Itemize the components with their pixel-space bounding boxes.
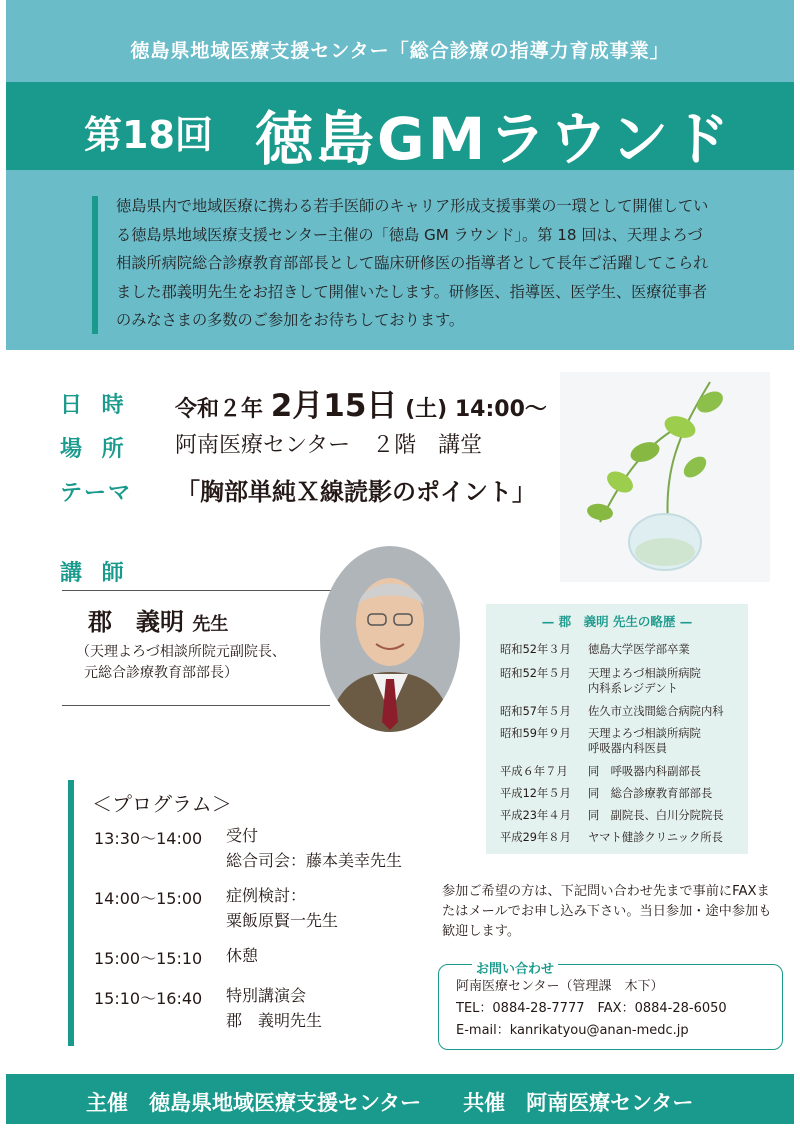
career-year: 平成23年４月 bbox=[500, 809, 571, 822]
divider bbox=[62, 705, 330, 706]
career-desc: ヤマト健診クリニック所長 bbox=[588, 831, 723, 844]
career-desc: 佐久市立浅間総合病院内科 bbox=[588, 705, 724, 718]
program-desc: 症例検討： 粟飯原賢一先生 bbox=[226, 886, 339, 930]
divider bbox=[62, 590, 347, 591]
title-round: 第18回 bbox=[84, 113, 213, 157]
career-desc: 同 総合診療教育部部長 bbox=[588, 787, 713, 800]
date-label: 日 時 bbox=[60, 393, 130, 418]
lecturer-label: 講 師 bbox=[60, 561, 130, 586]
event-place: 阿南医療センター ２階 講堂 bbox=[175, 433, 483, 458]
program-heading: ＜プログラム＞ bbox=[92, 792, 232, 816]
career-year: 昭和52年３月 bbox=[500, 643, 571, 656]
date-year: 令和２年 bbox=[175, 397, 264, 422]
lecturer-honorific: 先生 bbox=[192, 614, 229, 635]
program-desc: 受付 総合司会：藤本美幸先生 bbox=[226, 826, 403, 870]
program-time: 15:10～16:40 bbox=[94, 989, 203, 1008]
program-desc: 休憩 bbox=[226, 946, 259, 965]
event-theme: 「胸部単純Ｘ線読影のポイント」 bbox=[176, 478, 536, 506]
career-year: 昭和52年５月 bbox=[500, 667, 571, 680]
career-year: 平成６年７月 bbox=[500, 765, 568, 778]
career-box bbox=[486, 604, 748, 854]
date-time: (土) 14:00～ bbox=[405, 397, 547, 422]
affiliation-line: （天理よろづ相談所院元副院長、 bbox=[76, 644, 286, 660]
career-desc: 同 副院長、白川分院院長 bbox=[588, 809, 724, 822]
lecturer-name bbox=[88, 602, 228, 637]
career-year: 昭和59年９月 bbox=[500, 727, 571, 740]
program-time: 14:00～15:00 bbox=[94, 889, 203, 908]
lecturer-affiliation bbox=[76, 642, 286, 684]
lecturer-photo bbox=[318, 544, 463, 734]
program-accent-bar bbox=[68, 780, 74, 1046]
career-desc: 同 呼吸器内科副部長 bbox=[588, 765, 701, 778]
career-year: 昭和57年５月 bbox=[500, 705, 571, 718]
career-year: 平成29年８月 bbox=[500, 831, 571, 844]
intro-accent-bar bbox=[92, 196, 98, 334]
career-desc: 天理よろづ相談所病院 呼吸器内科医員 bbox=[588, 727, 701, 755]
subtitle: 徳島県地域医療支援センター「総合診療の指導力育成事業」 bbox=[130, 40, 670, 62]
registration-note: 参加ご希望の方は、下記問い合わせ先まで事前にFAXまたはメールでお申し込み下さい。当日参加・途中参加も歓迎します。 bbox=[442, 884, 772, 939]
career-desc: 徳島大学医学部卒業 bbox=[588, 643, 690, 656]
date-day: 2月15日 bbox=[270, 388, 398, 424]
event-date bbox=[175, 380, 547, 425]
intro-text: 徳島県内で地域医療に携わる若手医師のキャリア形成支援事業の一環として開催している徳島県地域医療支援センター主催の「徳島 GM ラウンド」。第 18 回は、天理よろづ相談所病院総合診療教育部部長として臨床研修医の指導者として長年ご活躍してこられました郡義明先生をお招きして開催いたします。研修医、指導医、医学生、医療従事者のみなさまの多数のご参加をお待ちしております。 bbox=[116, 197, 709, 329]
place-label: 場 所 bbox=[60, 437, 130, 462]
career-desc: 天理よろづ相談所病院 内科系レジデント bbox=[588, 667, 701, 695]
career-year: 平成12年５月 bbox=[500, 787, 571, 800]
career-heading: — 郡 義明 先生の略歴 — bbox=[541, 614, 693, 629]
plant-image bbox=[560, 372, 770, 582]
page-title: 徳島GMラウンド bbox=[255, 105, 733, 173]
lecturer-name-text: 郡 義明 bbox=[88, 608, 184, 636]
affiliation-line: 元総合診療教育部部長） bbox=[84, 665, 238, 681]
program-time: 15:00～15:10 bbox=[94, 949, 203, 968]
program-desc: 特別講演会 郡 義明先生 bbox=[226, 986, 323, 1030]
program-time: 13:30～14:00 bbox=[94, 829, 203, 848]
theme-label: テーマ bbox=[60, 481, 133, 506]
contact-details: 阿南医療センター（管理課 木下） TEL：0884-28-7777 FAX：0884-28-6050 E-mail：kanrikatyou@anan-medc.jp bbox=[456, 979, 727, 1038]
contact-heading: お問い合わせ bbox=[472, 958, 558, 977]
organizer-text: 主催 徳島県地域医療支援センター 共催 阿南医療センター bbox=[86, 1091, 694, 1115]
